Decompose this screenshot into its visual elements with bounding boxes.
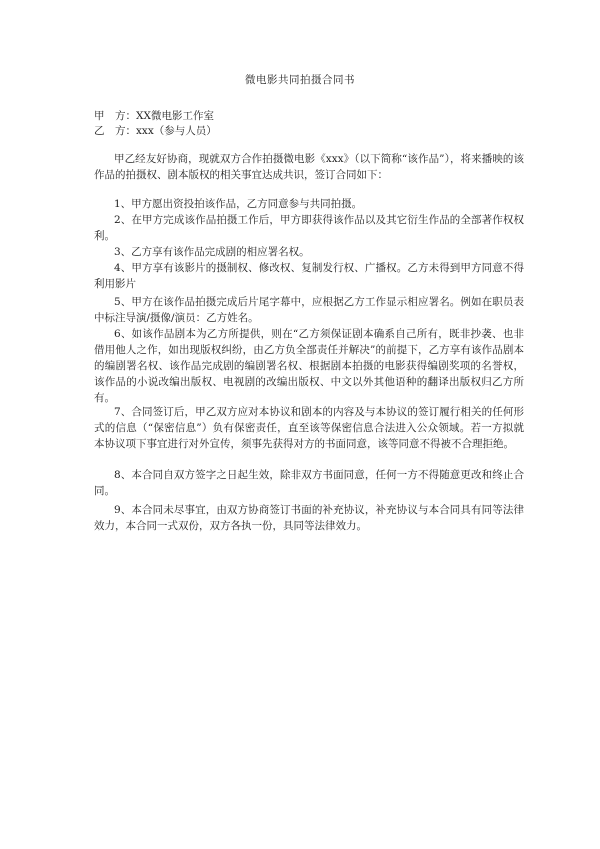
party-a-line [94,108,214,123]
party-a-value: XX微电影工作室 [136,110,214,122]
clause-1: 1、甲方愿出资投拍该作品，乙方同意参与共同拍摄。 [114,198,363,210]
clause-9: 9、本合同未尽事宜，由双方协商签订书面的补充协议，补充协议与本合同具有同等法律效力，本合同一式双份，双方各执一份，具同等法律效力。 [94,504,524,532]
party-b-line [94,123,217,138]
clause-7: 7、合同签订后，甲乙双方应对本协议和剧本的内容及与本协议的签订履行相关的任何形式的信息（“保密信息”）负有保密责任，直至该等保密信息合法进入公众领域。若一方拟就本协议项下事宜进行对外宣传，须事先获得对方的书面同意，该等同意不得被不合理拒绝。 [94,406,524,450]
clause-6: 6、如该作品剧本为乙方所提供，则在“乙方须保证剧本确系自己所有，既非抄袭、也非借用他人之作，如出现版权纠纷，由乙方负全部责任并解决”的前提下，乙方享有该作品剧本的编剧署名权、该作品完成剧的编剧署名权、根据剧本拍摄的电影获得编剧奖项的名誉权，该作品的小说改编出版权、电视剧的改编出版权、中文以外其他语种的翻译出版权归乙方所有。 [94,328,524,404]
clause-4: 4、甲方享有该影片的摄制权、修改权、复制发行权、广播权。乙方未得到甲方同意不得利用影片 [94,262,524,290]
intro-paragraph: 甲乙经友好协商，现就双方合作拍摄微电影《xxx》（以下简称“该作品”），将来播映的该作品的拍摄权、剧本版权的相关事宜达成共识，签订合同如下： [94,153,524,181]
party-b-value: xxx（参与人员） [136,125,217,137]
clause-2: 2、在甲方完成该作品拍摄工作后，甲方即获得该作品以及其它衍生作品的全部著作权权利。 [94,214,524,242]
party-b-label: 乙 方： [94,125,136,137]
clause-3: 3、乙方享有该作品完成剧的相应署名权。 [114,246,310,258]
party-a-label: 甲 方： [94,110,136,122]
document-title: 微电影共同拍摄合同书 [245,74,355,86]
clause-5: 5、甲方在该作品拍摄完成后片尾字幕中，应根据乙方工作显示相应署名。例如在职员表中标注导演/摄像/演员：乙方姓名。 [94,296,524,324]
clause-8: 8、本合同自双方签字之日起生效，除非双方书面同意，任何一方不得随意更改和终止合同。 [94,469,524,497]
